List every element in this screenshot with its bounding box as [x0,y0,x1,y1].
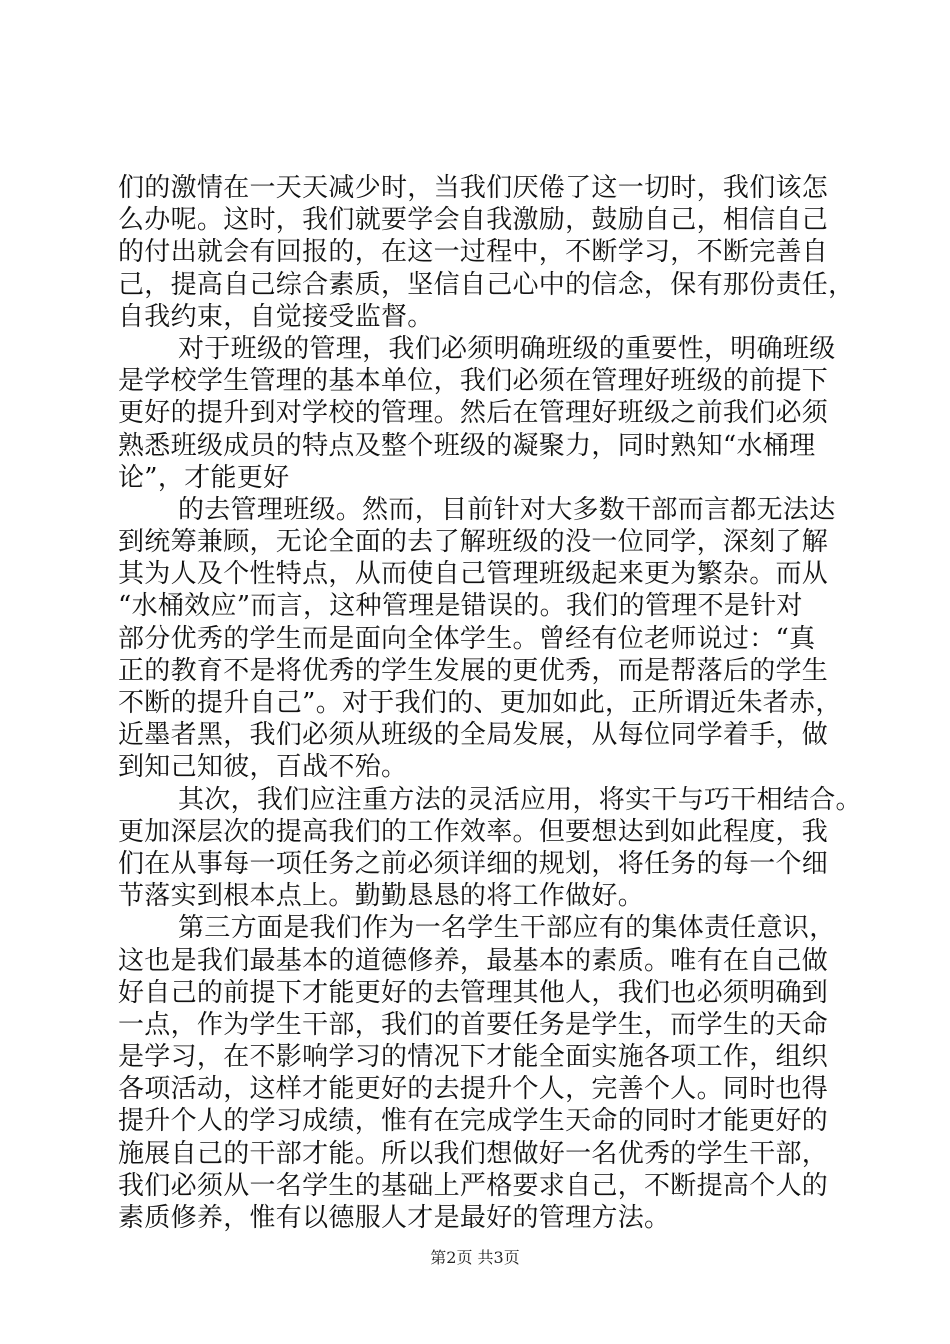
text-line: 不断的提升自己”。对于我们的、更加如此，正所谓近朱者赤， [118,688,842,718]
text-line: 到统筹兼顾，无论全面的去了解班级的没一位同学，深刻了解 [118,527,829,558]
text-line: 我们必须从一名学生的基础上严格要求自己，不断提高个人的 [118,1170,829,1201]
text-line: 部分优秀的学生而是面向全体学生。曾经有位老师说过：“真 [118,623,816,654]
text-line: “水桶效应”而言，这种管理是错误的。我们的管理不是针对 [118,591,803,622]
text-line: 近墨者黑，我们必须从班级的全局发展，从每位同学着手，做 [118,720,829,751]
text-line: 么办呢。这时，我们就要学会自我激励，鼓励自己，相信自己 [118,205,829,236]
text-line: 己，提高自己综合素质，坚信自己心中的信念，保有那份责任， [118,269,855,300]
body-text [118,172,862,1234]
text-line: 好自己的前提下才能更好的去管理其他人，我们也必须明确到 [118,977,829,1008]
text-line: 是学习，在不影响学习的情况下才能全面实施各项工作，组织 [118,1042,829,1073]
text-line: 论”，才能更好 [118,462,290,493]
text-line: 提升个人的学习成绩，惟有在完成学生天命的同时才能更好的 [118,1106,829,1137]
text-line: 到知己知彼，百战不殆。 [118,752,408,783]
text-line: 熟悉班级成员的特点及整个班级的凝聚力，同时熟知“水桶理 [118,430,816,461]
paragraph-first-line: 的去管理班级。然而，目前针对大多数干部而言都无法达 [178,494,836,525]
text-line: 更加深层次的提高我们的工作效率。但要想达到如此程度，我 [118,816,829,847]
text-line: 是学校学生管理的基本单位，我们必须在管理好班级的前提下 [118,366,829,397]
text-line: 一点，作为学生干部，我们的首要任务是学生，而学生的天命 [118,1009,829,1040]
page-number: 第2页 共3页 [430,1248,520,1267]
text-line: 节落实到根本点上。勤勤恳恳的将工作做好。 [118,881,645,912]
text-line: 更好的提升到对学校的管理。然后在管理好班级之前我们必须 [118,398,829,429]
text-line: 正的教育不是将优秀的学生发展的更优秀，而是帮落后的学生 [118,655,829,686]
text-line: 其为人及个性特点，从而使自己管理班级起来更为繁杂。而从 [118,559,829,590]
paragraph-first-line: 第三方面是我们作为一名学生干部应有的集体责任意识， [178,913,836,944]
paragraph-first-line: 其次，我们应注重方法的灵活应用，将实干与巧干相结合。 [178,784,862,815]
text-line: 施展自己的干部才能。所以我们想做好一名优秀的学生干部， [118,1138,829,1169]
text-line: 们在从事每一项任务之前必须详细的规划，将任务的每一个细 [118,848,829,879]
paragraph-first-line: 对于班级的管理，我们必须明确班级的重要性，明确班级 [178,333,836,364]
text-line: 自我约束，自觉接受监督。 [118,301,434,332]
text-line: 各项活动，这样才能更好的去提升个人，完善个人。同时也得 [118,1074,829,1105]
text-line: 这也是我们最基本的道德修养，最基本的素质。唯有在自己做 [118,945,829,976]
text-line: 素质修养，惟有以德服人才是最好的管理方法。 [118,1203,671,1233]
text-line: 们的激情在一天天减少时，当我们厌倦了这一切时，我们该怎 [118,173,829,203]
text-line: 的付出就会有回报的，在这一过程中，不断学习，不断完善自 [118,237,829,268]
